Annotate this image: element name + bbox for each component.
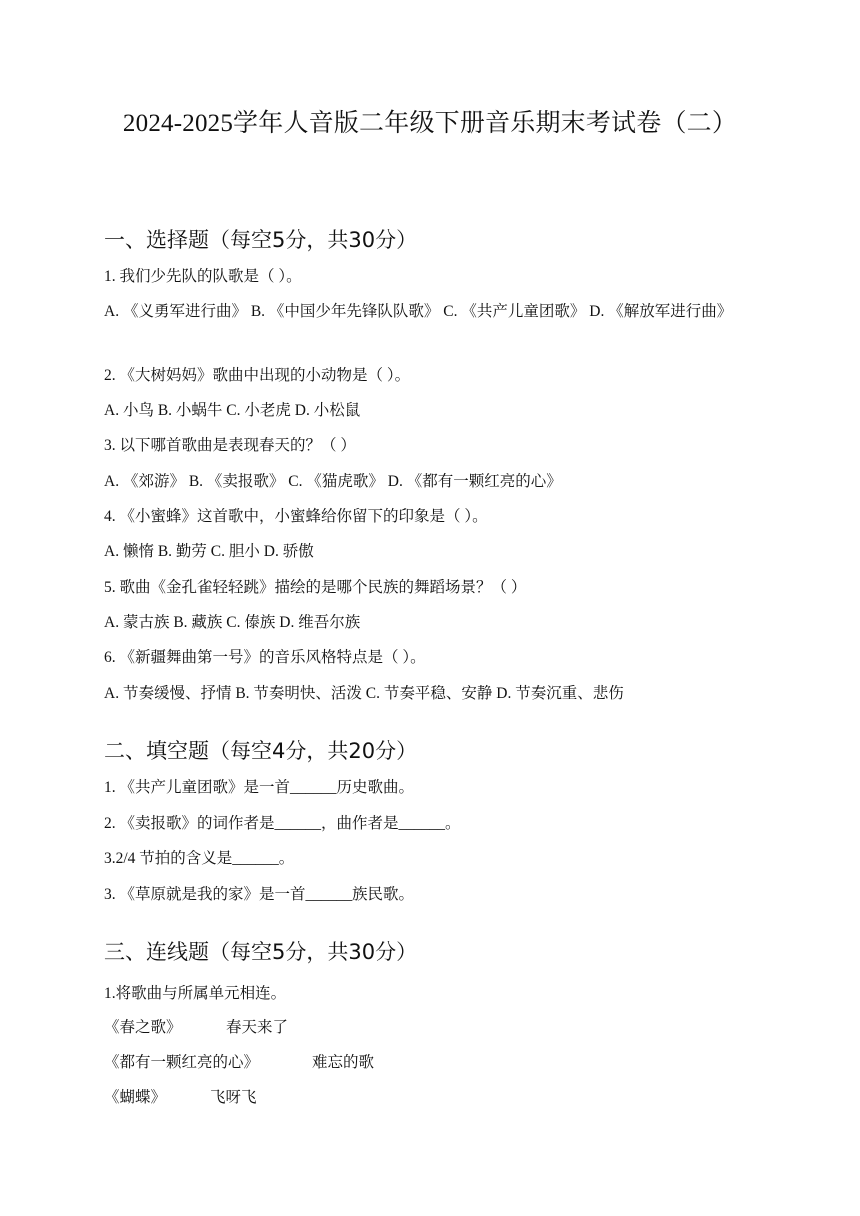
question-1-6: 6. 《新疆舞曲第一号》的音乐风格特点是（ ）。	[104, 649, 426, 666]
section-1-heading: 一、选择题（每空5分，共30分）	[104, 228, 418, 252]
question-2-3: 3.2/4 节拍的含义是______。	[104, 850, 295, 867]
question-1-4: 4. 《小蜜蜂》这首歌中，小蜜蜂给你留下的印象是（ ）。	[104, 508, 488, 525]
match-unit-1: 春天来了	[226, 1019, 289, 1036]
question-1-1-options: A. 《义勇军进行曲》 B. 《中国少年先锋队队歌》 C. 《共产儿童团歌》 D. 《解放军进行曲》	[104, 303, 733, 320]
question-1-3: 3. 以下哪首歌曲是表现春天的？（ ）	[104, 437, 356, 454]
question-1-5-options: A. 蒙古族 B. 藏族 C. 傣族 D. 维吾尔族	[104, 614, 361, 631]
question-1-2-options: A. 小鸟 B. 小蜗牛 C. 小老虎 D. 小松鼠	[104, 402, 361, 419]
question-1-3-options: A. 《郊游》 B. 《卖报歌》 C. 《猫虎歌》 D. 《都有一颗红亮的心》	[104, 473, 562, 490]
question-1-1: 1. 我们少先队的队歌是（ ）。	[104, 268, 302, 285]
question-2-2: 2. 《卖报歌》的词作者是______，曲作者是______。	[104, 815, 461, 832]
match-song-2: 《都有一颗红亮的心》	[104, 1054, 260, 1071]
question-3-1: 1.将歌曲与所属单元相连。	[104, 985, 287, 1002]
section-3-heading: 三、连线题（每空5分，共30分）	[104, 940, 418, 964]
match-song-3: 《蝴蝶》	[104, 1089, 167, 1106]
match-unit-2: 难忘的歌	[312, 1054, 375, 1071]
question-1-2: 2. 《大树妈妈》歌曲中出现的小动物是（ ）。	[104, 367, 411, 384]
exam-title: 2024-2025学年人音版二年级下册音乐期末考试卷（二）	[122, 110, 738, 137]
question-1-6-options: A. 节奏缓慢、抒情 B. 节奏明快、活泼 C. 节奏平稳、安静 D. 节奏沉重、悲伤	[104, 685, 624, 702]
question-2-4: 3. 《草原就是我的家》是一首______族民歌。	[104, 886, 415, 903]
question-1-4-options: A. 懒惰 B. 勤劳 C. 胆小 D. 骄傲	[104, 543, 314, 560]
question-2-1: 1. 《共产儿童团歌》是一首______历史歌曲。	[104, 779, 415, 796]
question-1-5: 5. 歌曲《金孔雀轻轻跳》描绘的是哪个民族的舞蹈场景？（ ）	[104, 579, 527, 596]
section-2-heading: 二、填空题（每空4分，共20分）	[104, 739, 418, 763]
match-unit-3: 飞呀飞	[210, 1089, 257, 1106]
match-song-1: 《春之歌》	[104, 1019, 182, 1036]
